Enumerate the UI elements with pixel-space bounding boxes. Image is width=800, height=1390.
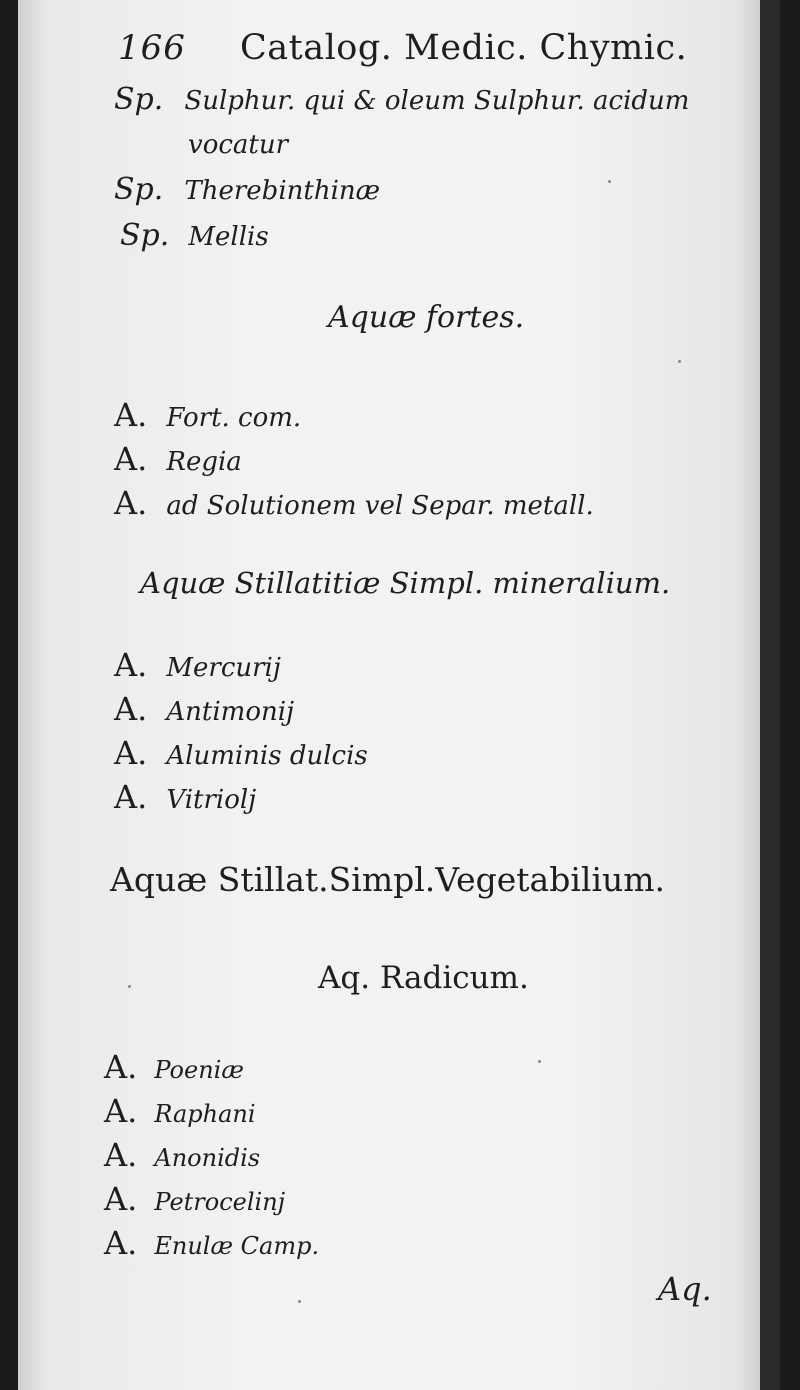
item-text: Poeniæ (154, 1056, 244, 1084)
item-text: Sulphur. qui & oleum Sulphur. acidum (184, 86, 690, 116)
list-item (114, 734, 368, 772)
paper-speck (608, 180, 611, 183)
item-abbr: A. (114, 646, 148, 684)
list-item (120, 218, 269, 253)
list-item (114, 690, 294, 728)
item-abbr: A. (114, 396, 148, 434)
paper-speck (128, 985, 131, 988)
section-heading: Aquæ Stillat.Simpl.Vegetabilium. (110, 860, 666, 899)
item-text: Enulæ Camp. (154, 1232, 320, 1260)
list-item (114, 646, 281, 684)
paper-speck (678, 360, 681, 363)
list-item (104, 1048, 244, 1086)
item-text: Aluminis dulcis (166, 741, 368, 771)
item-abbr: A. (104, 1180, 138, 1218)
list-item (104, 1224, 319, 1262)
list-item (114, 172, 380, 207)
list-item (114, 778, 256, 816)
item-text: Regia (166, 447, 242, 477)
item-text: Petrocelinj (154, 1188, 286, 1216)
item-abbr: A. (104, 1092, 138, 1130)
list-item (104, 1180, 285, 1218)
item-abbr: A. (114, 690, 148, 728)
item-text: Therebinthinæ (184, 176, 381, 206)
item-text: Vitriolj (166, 785, 257, 815)
item-abbr: A. (114, 778, 148, 816)
list-item (114, 440, 242, 478)
item-abbr: A. (104, 1136, 138, 1174)
item-text: Anonidis (154, 1144, 261, 1172)
item-abbr: Sp. (114, 172, 164, 207)
item-text: Mellis (188, 222, 269, 252)
section-heading: Aq. Radicum. (318, 960, 529, 996)
list-item (114, 396, 301, 434)
list-item (104, 1092, 256, 1130)
page-edge-shadow (760, 0, 780, 1390)
paper-speck (538, 1060, 541, 1063)
item-text: vocatur (188, 130, 289, 160)
item-abbr: A. (104, 1048, 138, 1086)
list-item (114, 82, 689, 117)
item-abbr: A. (114, 440, 148, 478)
item-text: Antimonij (166, 697, 295, 727)
list-item (104, 1136, 260, 1174)
item-text: Mercurij (166, 653, 281, 683)
catchword: Aq. (658, 1270, 712, 1308)
list-item-continuation (188, 130, 288, 160)
page-number: 166 (118, 28, 186, 68)
list-item (114, 484, 594, 522)
running-title: Catalog. Medic. Chymic. (240, 28, 688, 68)
item-text: Fort. com. (166, 403, 302, 433)
book-page (18, 0, 780, 1390)
paper-speck (298, 1300, 301, 1303)
section-heading: Aquæ Stillatitiæ Simpl. mineralium. (140, 566, 671, 600)
item-abbr: Sp. (120, 218, 170, 253)
section-heading: Aquæ fortes. (328, 300, 525, 335)
item-text: ad Solutionem vel Separ. metall. (166, 491, 594, 521)
item-text: Raphani (154, 1100, 256, 1128)
item-abbr: A. (104, 1224, 138, 1262)
item-abbr: A. (114, 484, 148, 522)
item-abbr: Sp. (114, 82, 164, 117)
item-abbr: A. (114, 734, 148, 772)
